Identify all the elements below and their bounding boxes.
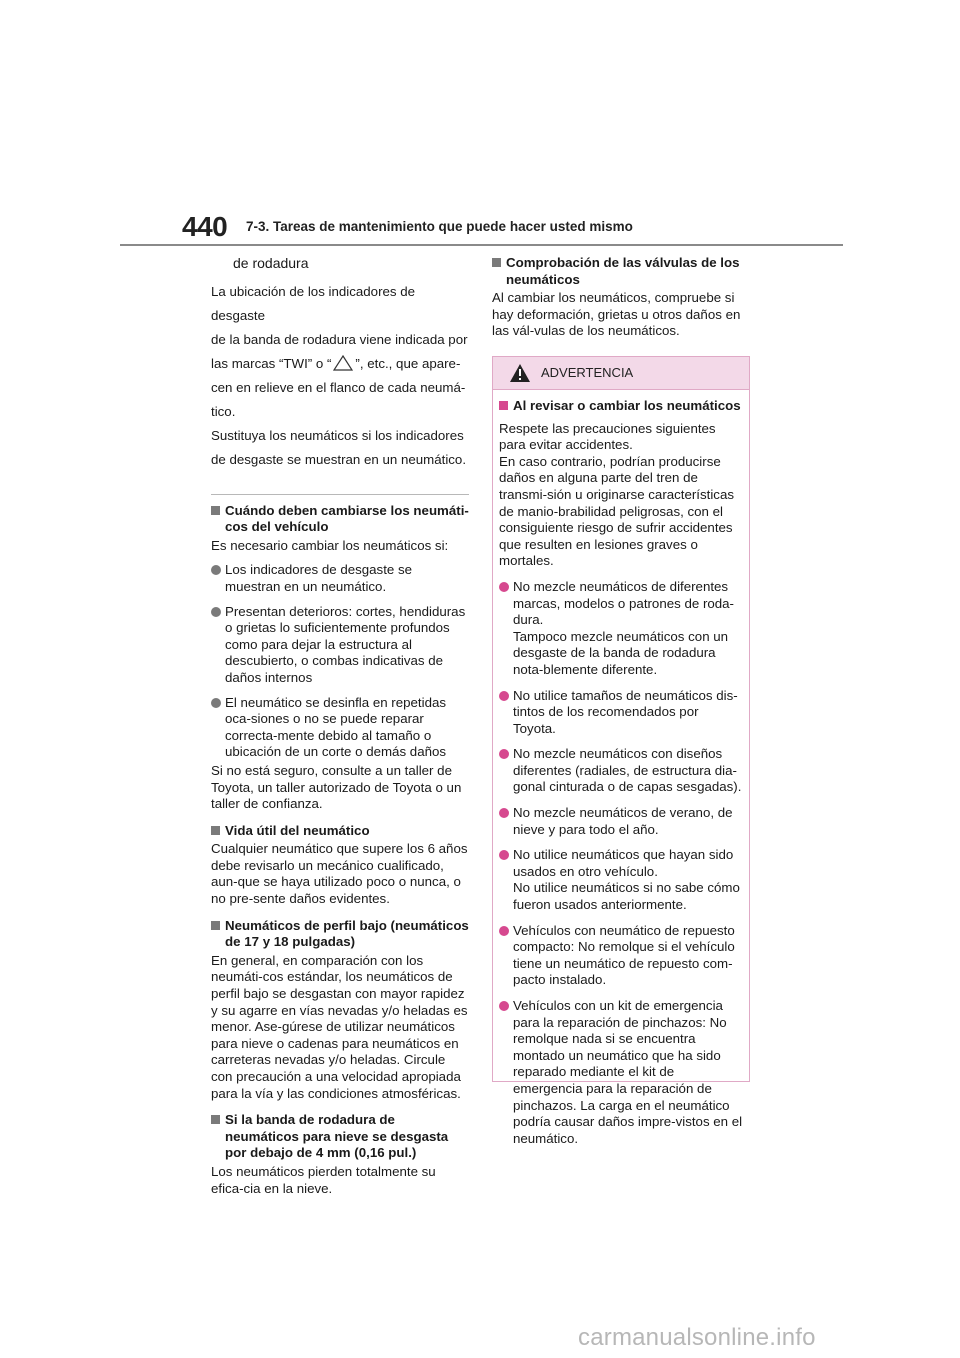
list-item-text: Presentan deterioros: cortes, hendiduras o grietas lo suficientemente profundos como para dejar la estructura al descubierto, o combas indicativas de daños internos [225, 603, 466, 685]
square-bullet-icon [211, 826, 220, 835]
when-change-text: Es necesario cambiar los neumáticos si: [211, 537, 449, 553]
list-item-text: No mezcle neumáticos con diseños diferentes (radiales, de estructura dia-gonal cinturada o de capas sesgadas). [513, 746, 742, 795]
warning-triangle-icon [509, 363, 531, 383]
low-profile-heading [211, 918, 469, 951]
triangle-mark-icon [333, 355, 353, 371]
intro-line: tico. [211, 403, 236, 419]
heading-text: Si la banda de rodadura de neumáticos para nieve se desgasta por debajo de 4 mm (0,16 pul.) [225, 1112, 449, 1161]
valves-heading [492, 255, 752, 288]
list-item-text: No utilice neumáticos si no sabe cómo fueron usados anteriormente. [513, 880, 740, 913]
snow-text: Los neumáticos pierden totalmente su efica-cia en la nieve. [211, 1163, 436, 1196]
list-item-text: No utilice tamaños de neumáticos dis-tintos de los recomendados por Toyota. [513, 687, 738, 736]
list-item-text: Tampoco mezcle neumáticos con un desgaste de la banda de rodadura nota-blemente diferente. [513, 628, 729, 677]
low-profile-text: En general, en comparación con los neumáti-cos estándar, los neumáticos de perfil bajo se desgastan con mayor rapidez y su agarre en vías nevadas y/o heladas es menor. Ase-gúrese de utilizar neumáticos para nieve o cadenas para neumáticos en carreteras nevadas y/o heladas. Circule con precaución a una velocidad apropiada para la vía y las condiciones atmosféricas. [211, 952, 468, 1101]
list-item [499, 579, 743, 679]
heading-text: Vida útil del neumático [225, 822, 370, 838]
warning-heading [499, 398, 743, 415]
intro-text: las marcas “TWI” o “ [211, 355, 332, 371]
intro-line: de desgaste se muestran en un neumático. [211, 451, 467, 467]
heading-text: Comprobación de las válvulas de los neumáticos [506, 255, 740, 287]
right-column [492, 255, 752, 340]
square-bullet-icon [499, 401, 508, 410]
snow-heading [211, 1112, 469, 1162]
circle-bullet-icon [499, 850, 509, 860]
square-bullet-icon [211, 921, 220, 930]
warning-text: Respete las precauciones siguientes para evitar accidentes. [499, 420, 716, 453]
circle-bullet-icon [499, 1001, 509, 1011]
left-column [211, 255, 469, 1197]
circle-bullet-icon [499, 808, 509, 818]
warning-body [493, 390, 749, 1153]
list-item [499, 805, 743, 838]
heading-text: Al revisar o cambiar los neumáticos [513, 398, 741, 413]
circle-bullet-icon [499, 926, 509, 936]
intro-line: La ubicación de los indicadores de desgaste [211, 283, 416, 323]
list-item-text: Vehículos con un kit de emergencia para la reparación de pinchazos: No remolque nada si se encuentra montado un neumático que ha sido reparado mediante el kit de emergencia para la reparación de pinchazos. La carga en el neumático podría causar daños impre-vistos en el neumático. [513, 998, 743, 1146]
intro-line: de la banda de rodadura viene indicada por [211, 331, 468, 347]
circle-bullet-icon [499, 749, 509, 759]
continued-heading: de rodadura [233, 255, 309, 271]
wear-indicator-intro [211, 280, 469, 472]
circle-bullet-icon [211, 565, 221, 575]
life-heading [211, 823, 469, 840]
square-bullet-icon [211, 1115, 220, 1124]
warning-box [492, 356, 750, 1146]
list-item-text: No mezcle neumáticos de verano, de nieve y para todo el año. [513, 805, 733, 837]
when-change-after: Si no está seguro, consulte a un taller de Toyota, un taller autorizado de Toyota o un taller de confianza. [211, 762, 462, 812]
intro-line [211, 352, 469, 376]
list-item-text: No mezcle neumáticos de diferentes marcas, modelos o patrones de roda-dura. [513, 578, 734, 628]
square-bullet-icon [492, 258, 501, 267]
list-item [211, 604, 469, 687]
circle-bullet-icon [211, 698, 221, 708]
list-item-text: No utilice neumáticos que hayan sido usados en otro vehículo. [513, 847, 734, 879]
list-item [211, 562, 469, 595]
intro-line: Sustituya los neumáticos si los indicadores [211, 427, 464, 443]
intro-text: ”, etc., que apare- [355, 355, 461, 371]
when-change-heading [211, 503, 469, 536]
list-item [499, 688, 743, 738]
header-divider [120, 244, 843, 246]
list-item-text: El neumático se desinfla en repetidas oca-siones o no se puede reparar correcta-mente debido al tamaño o ubicación de un corte o demás daños [225, 694, 447, 760]
warning-text: En caso contrario, podrían producirse daños en alguna parte del tren de transmi-sión u originarse características de manio-brabilidad peligrosas, con el consiguiente riesgo de sufrir accidentes que resulten en lesiones graves o mortales. [499, 453, 734, 569]
warning-header [493, 357, 749, 390]
page-header [0, 0, 960, 250]
circle-bullet-icon [499, 582, 509, 592]
list-item [499, 746, 743, 796]
heading-text: Neumáticos de perfil bajo (neumáticos de 17 y 18 pulgadas) [225, 917, 469, 950]
list-item [211, 695, 469, 761]
list-item [499, 998, 743, 1147]
valves-text: Al cambiar los neumáticos, compruebe si hay deformación, grietas u otros daños en las vál-vulas de los neumáticos. [492, 290, 741, 339]
list-item-text: Los indicadores de desgaste se muestran en un neumático. [225, 562, 413, 594]
heading-text: Cuándo deben cambiarse los neumáti-cos del vehículo [225, 502, 469, 535]
section-title: 7-3. Tareas de mantenimiento que puede hacer usted mismo [246, 219, 633, 234]
section-divider [211, 494, 469, 495]
life-text: Cualquier neumático que supere los 6 años debe revisarlo un mecánico cualificado, aun-que se haya utilizado poco o nunca, o no pre-sente daños evidentes. [211, 841, 468, 907]
list-item-text: Vehículos con neumático de repuesto compacto: No remolque si el vehículo tiene un neumático de repuesto com-pacto instalado. [513, 922, 735, 988]
square-bullet-icon [211, 506, 220, 515]
warning-label: ADVERTENCIA [541, 365, 634, 380]
watermark: carmanualsonline.info [578, 1324, 816, 1351]
list-item [499, 923, 743, 989]
list-item [499, 847, 743, 913]
page-number: 440 [182, 211, 228, 242]
intro-line: cen en relieve en el flanco de cada neumá- [211, 379, 466, 395]
circle-bullet-icon [499, 691, 509, 701]
circle-bullet-icon [211, 607, 221, 617]
